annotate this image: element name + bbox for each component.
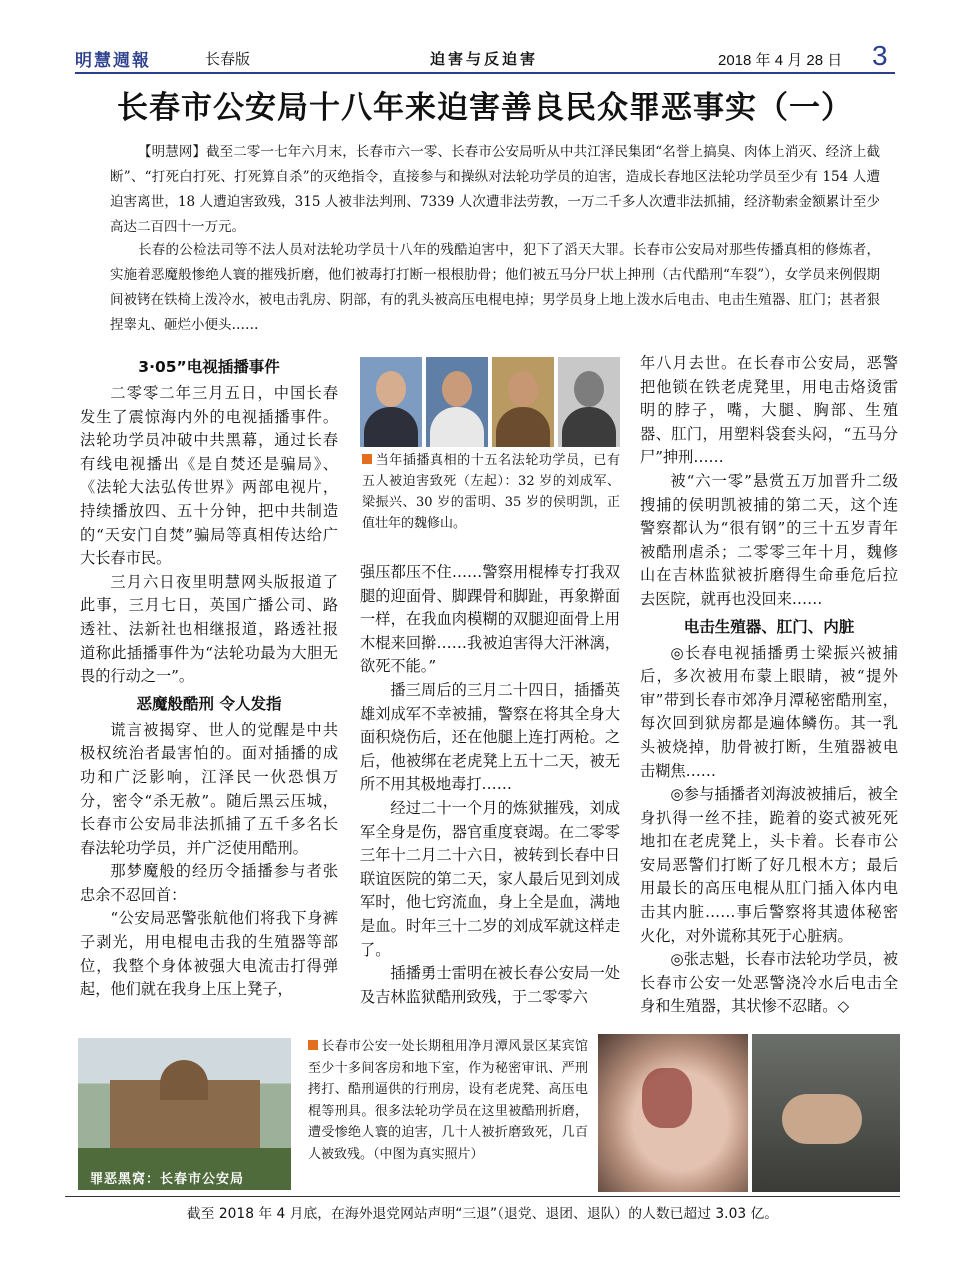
paragraph: ◎张志魁，长春市法轮功学员，被长春市公安一处恶警浇冷水后电击全身和生殖器，其状惨不忍睹。◇ — [640, 950, 898, 1016]
paragraph: “公安局恶警张航他们将我下身裤子剥光，用电棍电击我的生殖器等部位，我整个身体被强大电流击打得弹起，他们就在我身上压上凳子， — [80, 909, 338, 999]
bottom-caption: 长春市公安一处长期租用净月潭风景区某宾馆至少十多间客房和地下室，作为秘密审讯、严刑拷打、酷刑逼供的行刑房，设有老虎凳、高压电棍等刑具。很多法轮功学员在这里被酷刑折磨，遭受惨绝人寰的迫害，几十人被折磨致死，几百人被致残。（中图为真实照片） — [308, 1039, 588, 1162]
caption-square-icon — [308, 1040, 318, 1050]
paragraph: 插播勇士雷明在被长春公安局一处及吉林监狱酷刑致残，于二零零六 — [360, 964, 620, 1006]
masthead-rule — [75, 72, 895, 74]
portrait-photo — [360, 357, 422, 447]
portrait-caption: 当年插播真相的十五名法轮功学员，已有五人被迫害致死（左起）：32 岁的刘成军、梁振兴、30 岁的雷明、35 岁的侯明凯，正值壮年的魏修山。 — [362, 453, 620, 531]
subheading-tv-broadcast: 3·05”电视插播事件 — [138, 358, 280, 376]
paragraph: 谎言被揭穿、世人的觉醒是中共极权统治者最害怕的。面对插播的成功和广泛影响，江泽民一伙恐惧万分，密令“杀无赦”。随后黑云压城，长春市公安局非法抓捕了五千多名长春法轮功学员，并广泛使用酷刑。 — [80, 720, 338, 857]
paragraph: 三月六日夜里明慧网头版报道了此事，三月七日，英国广播公司、路透社、法新社也相继报道，路透社报道称此插播事件为“法轮功最为大胆无畏的行动之一”。 — [80, 572, 338, 686]
page-number: 3 — [872, 40, 888, 71]
subheading-electric: 电击生殖器、肛门、内脏 — [683, 617, 855, 636]
portrait-photo — [558, 357, 620, 447]
footer-note: 截至 2018 年 4 月底，在海外退党网站声明“三退”（退党、退团、退队）的人数已超过 3.03 亿。 — [186, 1206, 779, 1222]
paragraph: ◎长春电视插播勇士梁振兴被捕后，多次被用布蒙上眼睛，被“提外审”带到长春市郊净月潭秘密酷刑室，每次回到狱房都是遍体鳞伤。其一乳头被烧掉，肋骨被打断，生殖器被电击糊焦…… — [640, 643, 898, 780]
paper-name: 明慧週報 — [75, 51, 151, 71]
section-label: 迫害与反迫害 — [430, 50, 539, 68]
masthead — [75, 40, 895, 72]
paragraph: 经过二十一个月的炼狱摧残，刘成军全身是伤，器官重度衰竭。在二零零三年十二月二十六日，被转到长春中日联谊医院的第二天，家人最后见到刘成军时，他七窍流血，身上全是血，满地是血。时年三十二岁的刘成军就这样走了。 — [360, 798, 620, 959]
issue-date: 2018 年 4 月 28 日 — [718, 52, 843, 69]
column-1 — [80, 352, 338, 1002]
paragraph: 被“六一零”悬赏五万加晋升二级搜捕的侯明凯被捕的第二天，这个连警察都认为“很有钢”的三十五岁青年被酷刑虐杀；二零零三年十月，魏修山在吉林监狱被折磨得生命垂危后拉去医院，就再也没回来…… — [640, 471, 898, 608]
injury-photo — [598, 1034, 748, 1192]
column-3 — [640, 352, 898, 1019]
paragraph: 那梦魔般的经历令插播参与者张忠余不忍回首： — [80, 862, 338, 904]
paragraph: 播三周后的三月二十四日，插播英雄刘成军不幸被捕，警察在将其全身大面积烧伤后，还在他腿上连打两枪。之后，他被绑在老虎凳上五十二天，被无所不用其极地毒打…… — [360, 680, 620, 794]
portrait-photo — [426, 357, 488, 447]
headline: 长春市公安局十八年来迫害善良民众罪恶事实（一） — [117, 90, 853, 126]
torture-scene-photo — [752, 1034, 900, 1192]
portrait-photos — [360, 357, 622, 447]
edition-label: 长春版 — [205, 50, 251, 68]
police-building-photo — [78, 1038, 291, 1190]
paragraph: 强压都压不住……警察用棍棒专打我双腿的迎面骨、脚踝骨和脚趾，再象擀面一样，在我血肉模糊的双腿迎面骨上用木棍来回擀……我被迫害得大汗淋漓，欲死不能。” — [360, 563, 620, 676]
column-2 — [360, 561, 620, 1009]
lead-paragraph-2: 长春的公检法司等不法人员对法轮功学员十八年的残酷迫害中，犯下了滔天大罪。长春市公安局对那些传播真相的修炼者，实施着恶魔般惨绝人寰的摧残折磨，他们被毒打打断一根根肋骨；他们被五马分尸状上抻刑（古代酷刑“车裂”），女学员来例假期间被铐在铁椅上泼冷水，被电击乳房、阴部，有的乳头被高压电棍电掉；男学员身上地上泼水后电击、电击生殖器、肛门；甚者狠捏睾丸、砸烂小便头…… — [110, 242, 880, 333]
lead-paragraph-1: 【明慧网】截至二零一七年六月末，长春市六一零、长春市公安局听从中共江泽民集团“名誉上搞臭、肉体上消灭、经济上截断”、“打死白打死、打死算自杀”的灭绝指令，直接参与和操纵对法轮功学员的迫害，造成长春地区法轮功学员至少有 154 人遭迫害离世，18 人遭迫害致残，315 人被非法判刑、7339 人次遭非法劳教，一万二千多人次遭非法抓捕，经济勒索金额累计至少高达二百四十一万元。 — [110, 144, 880, 235]
paragraph: 二零零二年三月五日，中国长春发生了震惊海内外的电视插播事件。法轮功学员冲破中共黑幕，通过长春有线电视播出《是自焚还是骗局》、《法轮大法弘传世界》两部电视片，持续播放四、五十分钟，把中共制造的“天安门自焚”骗局等真相传达给广大长春市民。 — [80, 384, 338, 568]
subheading-torture: 恶魔般酷刑 令人发指 — [136, 694, 282, 713]
footer-rule — [65, 1196, 900, 1197]
building-photo-label: 罪恶黑窝：长春市公安局 — [90, 1172, 245, 1187]
portrait-photo — [492, 357, 554, 447]
paragraph: ◎参与插播者刘海波被捕后，被全身扒得一丝不挂，跪着的姿式被死死地扣在老虎凳上，头卡着。长春市公安局恶警们打断了好几根木方；最后用最长的高压电棍从肛门插入体内电击其内脏……事后警察将其遗体秘密火化，对外谎称其死于心脏病。 — [640, 785, 898, 945]
paragraph: 年八月去世。在长春市公安局，恶警把他锁在铁老虎凳里，用电击烙烫雷明的脖子，嘴，大腿、胸部、生殖器、肛门，用塑料袋套头闷，“五马分尸”抻刑…… — [640, 354, 898, 467]
caption-square-icon — [362, 454, 372, 464]
